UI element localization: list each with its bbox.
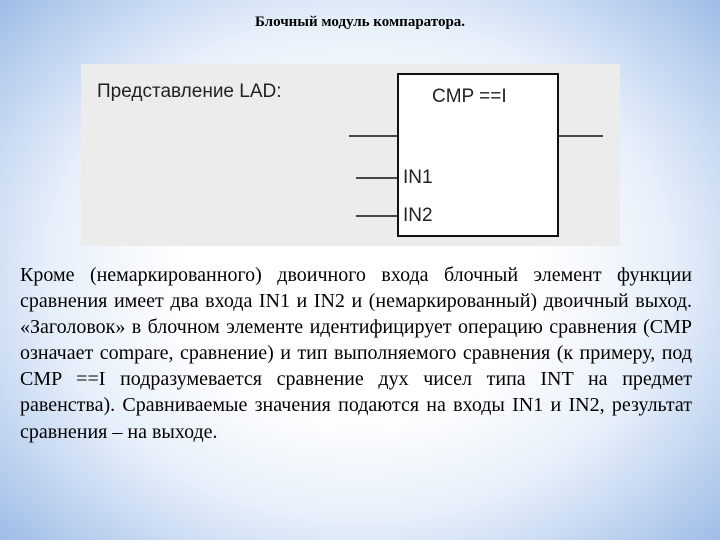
slide-title: Блочный модуль компаратора. xyxy=(254,14,466,30)
cmp-block-title: CMP ==I xyxy=(432,86,507,107)
description-paragraph: Кроме (немаркированного) двоичного входа блочный элемент функции сравнения имеет два входа IN1 и IN2 и (немаркированный) двоичный выход. «Заголовок» в блочном элементе идентифицирует операцию сравнения (CMP означает compare, сравнение) и тип выполняемого сравнения (к примеру, под CMP ==I подразумевается сравнение дух чисел типа INT на предмет равенства). Сравниваемые значения подаются на входы IN1 и IN2, результат сравнения – на выходе. xyxy=(20,264,692,443)
lad-diagram xyxy=(81,64,620,246)
in1-label: IN1 xyxy=(403,167,433,188)
lad-representation-label: Представление LAD: xyxy=(97,81,282,102)
in2-label: IN2 xyxy=(403,205,433,226)
